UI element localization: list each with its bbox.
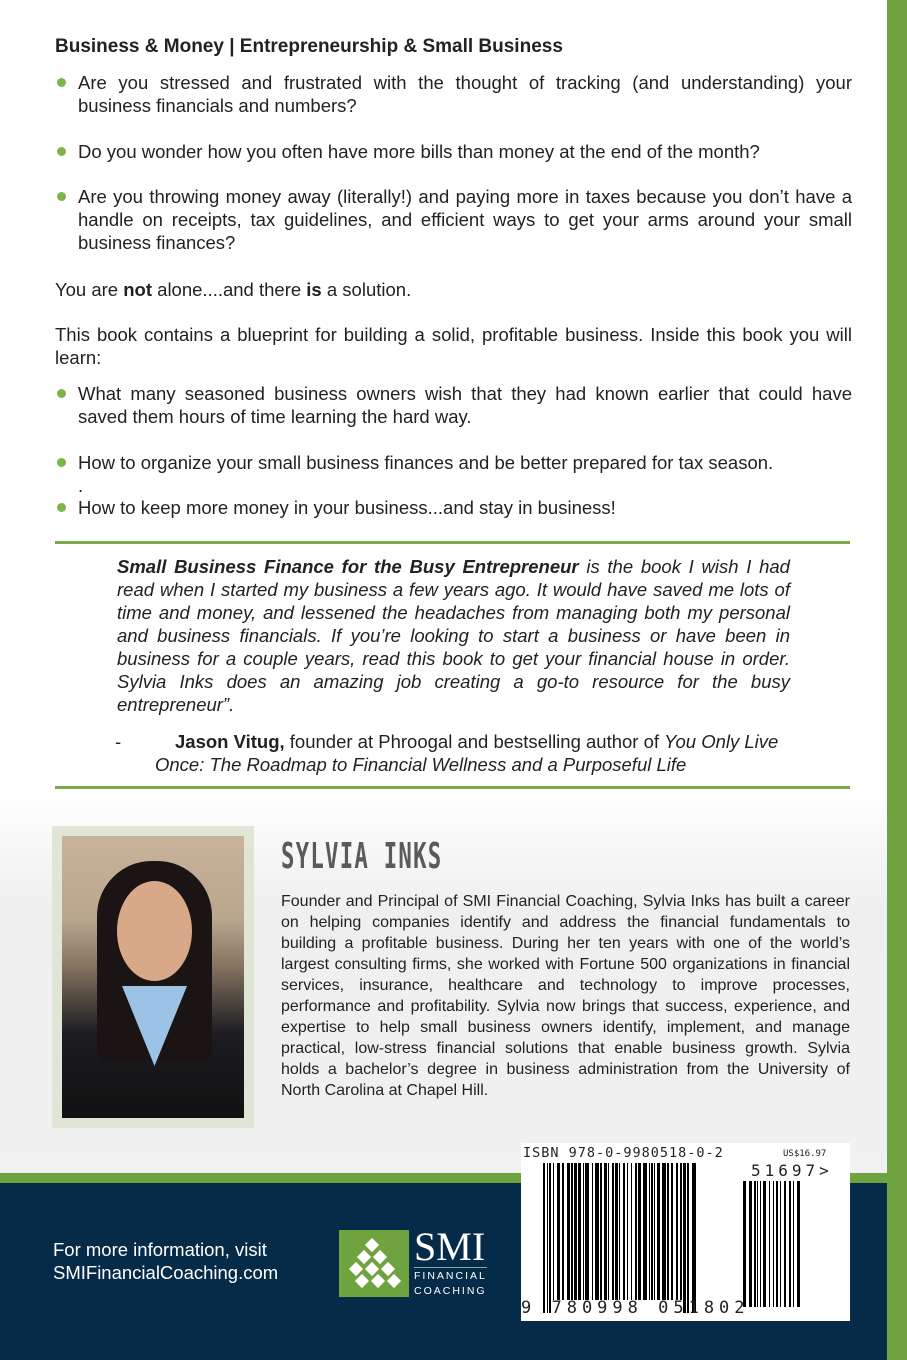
barcode-bar — [793, 1181, 794, 1307]
testimonial-quote: Small Business Finance for the Busy Entrepreneur is the book I wish I had read when I started my business a few years ago. It would have saved me lots of time and money, and lessened the headaches from managing both my personal and business financials. If you’re looking to start a business or have been in business for a couple years, read this book to get your financial house in order. Sylvia Inks does an amazing job creating a go-to resource for the busy entrepreneur”. — [117, 556, 790, 715]
barcode-bar — [773, 1181, 774, 1307]
barcode-bar — [683, 1163, 686, 1313]
green-spine-stripe — [887, 0, 907, 1360]
barcode-bar — [557, 1163, 560, 1300]
barcode-bar — [657, 1163, 660, 1300]
not-alone-text: You are not alone....and there is a solution. — [55, 279, 412, 300]
barcode-bar — [619, 1163, 620, 1300]
barcode-bar — [769, 1181, 770, 1307]
bullet-icon — [57, 192, 66, 201]
barcode-bar — [635, 1163, 637, 1300]
barcode-bar — [600, 1163, 602, 1300]
divider — [55, 786, 850, 789]
barcode-bar — [780, 1181, 781, 1307]
barcode-bar — [574, 1163, 577, 1300]
barcode-bar — [543, 1163, 545, 1313]
barcode-bar — [680, 1163, 682, 1300]
author-photo — [62, 836, 244, 1118]
barcode-bar — [612, 1163, 614, 1300]
bullet-icon — [57, 78, 66, 87]
category-heading: Business & Money | Entrepreneurship & Small Business — [55, 36, 563, 57]
footer-info: For more information, visit SMIFinancialCoaching.com — [53, 1239, 279, 1283]
barcode-bar — [757, 1181, 758, 1307]
barcode-bar — [784, 1181, 786, 1307]
list-item: Are you stressed and frustrated with the thought of tracking (and understanding) your business financials and numbers? — [55, 71, 852, 117]
testimonial-attribution: - Jason Vitug, founder at Phroogal and bestselling author of You Only Live Once: The Roadmap to Financial Wellness and a Purposeful Life — [115, 731, 779, 775]
barcode-bar — [631, 1163, 632, 1300]
barcode-bar — [615, 1163, 618, 1300]
barcode-bar — [553, 1163, 554, 1300]
barcode-bar — [654, 1163, 655, 1300]
barcode-bar — [643, 1163, 647, 1300]
barcode-bar — [776, 1181, 778, 1307]
list-item: Do you wonder how you often have more bills than money at the end of the month? — [55, 140, 852, 163]
barcode-bar — [651, 1163, 653, 1300]
barcode-bar — [595, 1163, 599, 1300]
author-photo-frame — [52, 826, 254, 1128]
isbn-barcode: ISBN 978-0-9980518-0-2 US$16.97 51697> 9 780998 051802 — [521, 1143, 850, 1321]
bullet-icon — [57, 458, 66, 467]
barcode-bar — [627, 1163, 628, 1300]
barcode-bar — [662, 1163, 666, 1300]
barcode-bar — [789, 1181, 791, 1307]
barcode-bar — [567, 1163, 570, 1300]
barcode-bar — [578, 1163, 581, 1300]
barcode-bar — [583, 1163, 584, 1300]
smi-logo: SMI FINANCIAL COACHING — [339, 1228, 487, 1298]
divider — [55, 541, 850, 544]
barcode-bar — [743, 1181, 746, 1307]
list-item: What many seasoned business owners wish that they had known earlier that could have saved them hours of time learning the hard way. — [55, 382, 852, 428]
barcode-bar — [604, 1163, 607, 1300]
author-bio: Founder and Principal of SMI Financial Coaching, Sylvia Inks has built a career on helping companies identify and address the financial fundamentals to building a profitable business. During her ten years with one of the world’s largest consulting firms, she worked with Fortune 500 organizations in financial services, insurance, healthcare and technology to improve processes, performance and profitability. Sylvia now brings that success, experience, and expertise to help small business owners identify, implement, and manage practical, low-stress financial solutions that enable business growth. Sylvia holds a bachelor’s degree in business administration from the University of North Carolina at Chapel Hill. — [281, 893, 850, 1099]
barcode-bar — [638, 1163, 641, 1300]
list-item: Are you throwing money away (literally!) and paying more in taxes because you don’t have a handle on receipts, tax guidelines, and efficient ways to get your arms around your small business finances? — [55, 185, 852, 254]
barcode-bar — [649, 1163, 650, 1300]
barcode-bar — [608, 1163, 609, 1300]
barcode-bar — [667, 1163, 669, 1300]
barcode-bar — [676, 1163, 678, 1300]
barcode-bar — [749, 1181, 752, 1307]
bullet-icon — [57, 147, 66, 156]
list-item: How to organize your small business finances and be better prepared for tax season. . — [55, 451, 865, 497]
barcode-bar — [562, 1163, 564, 1300]
barcode-bar — [571, 1163, 573, 1300]
barcode-bar — [687, 1163, 689, 1313]
list-item: How to keep more money in your business...and stay in business! — [55, 496, 852, 519]
bullet-icon — [57, 389, 66, 398]
cube-pyramid-icon — [339, 1230, 409, 1297]
barcode-bar — [671, 1163, 673, 1300]
barcode-bar — [754, 1181, 756, 1307]
barcode-bar — [547, 1163, 548, 1313]
barcode-bar — [549, 1163, 551, 1313]
barcode-bar — [692, 1163, 696, 1313]
barcode-bar — [760, 1181, 761, 1307]
bullet-icon — [57, 503, 66, 512]
barcode-bar — [763, 1181, 766, 1307]
barcode-bar — [797, 1181, 800, 1307]
author-name: SYLVIA INKS — [281, 836, 443, 877]
barcode-bar — [585, 1163, 589, 1300]
website-link[interactable]: SMIFinancialCoaching.com — [53, 1262, 279, 1283]
barcode-bar — [592, 1163, 593, 1300]
barcode-bar — [623, 1163, 625, 1300]
blueprint-text: This book contains a blueprint for building a solid, profitable business. Inside this book you will learn: — [55, 324, 852, 368]
